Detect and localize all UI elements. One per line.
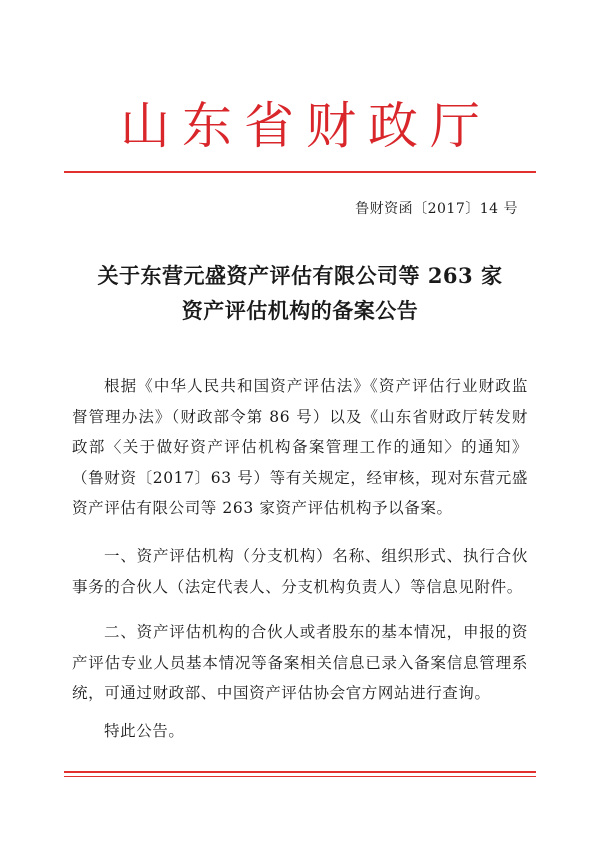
body-paragraph-item-2: 二、资产评估机构的合伙人或者股东的基本情况，申报的资产评估专业人员基本情况等备案相关信息已录入备案信息管理系统，可通过财政部、中国资产评估协会官方网站进行查询。 — [72, 623, 528, 702]
issuer-header-title: 山东省财政厅 — [120, 97, 492, 155]
document-number: 鲁财资函〔2017〕14 号 — [355, 201, 518, 217]
footer-red-rule-thin — [64, 776, 536, 777]
body-paragraph-closing: 特此公告。 — [104, 722, 185, 740]
header-red-rule — [64, 171, 536, 173]
document-title-line-1: 关于东营元盛资产评估有限公司等 263 家 — [97, 263, 503, 288]
document-title-line-2: 资产评估机构的备案公告 — [181, 298, 419, 323]
body-paragraph-intro: 根据《中华人民共和国资产评估法》《资产评估行业财政监督管理办法》（财政部令第 86 号）以及《山东省财政厅转发财政部〈关于做好资产评估机构备案管理工作的通知〉的通知》（鲁财资〔2017〕63 号）等有关规定，经审核，现对东营元盛资产评估有限公司等 263 家资产评估机构予以备案。 — [72, 377, 528, 517]
footer-red-rule-thick — [64, 771, 536, 773]
body-paragraph-item-1: 一、资产评估机构（分支机构）名称、组织形式、执行合伙事务的合伙人（法定代表人、分支机构负责人）等信息见附件。 — [72, 547, 528, 596]
